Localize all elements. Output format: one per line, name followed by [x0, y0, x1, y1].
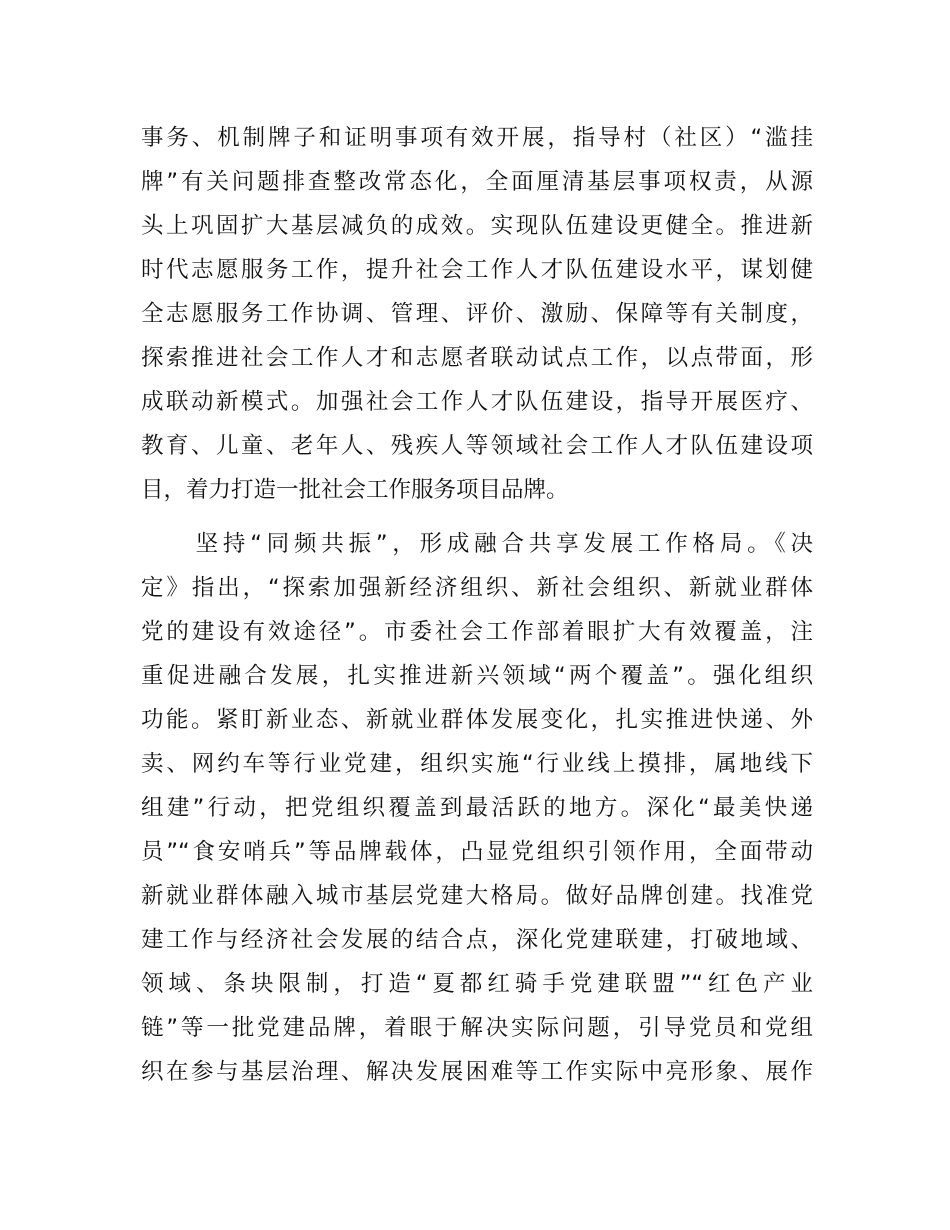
paragraph-1	[141, 116, 813, 512]
text-line: 教育、儿童、老年人、残疾人等领域社会工作人才队伍建设项	[141, 433, 813, 459]
text-line: 目，着力打造一批社会工作服务项目品牌。	[141, 477, 569, 503]
text-line: 坚持“同频共振”，形成融合共享发展工作格局。《决	[141, 531, 813, 557]
text-line: 牌”有关问题排查整改常态化，全面厘清基层事项权责，从源	[141, 169, 813, 195]
text-line: 全志愿服务工作协调、管理、评价、激励、保障等有关制度，	[141, 301, 813, 327]
text-line: 链”等一批党建品牌，着眼于解决实际问题，引导党员和党组	[141, 1015, 813, 1041]
text-line: 新就业群体融入城市基层党建大格局。做好品牌创建。找准党	[141, 883, 813, 909]
text-line: 织在参与基层治理、解决发展困难等工作实际中亮形象、展作	[141, 1059, 813, 1085]
paragraph-gap	[141, 512, 813, 522]
text-line: 时代志愿服务工作，提升社会工作人才队伍建设水平，谋划健	[141, 257, 813, 283]
text-line: 员”“食安哨兵”等品牌载体，凸显党组织引领作用，全面带动	[141, 839, 813, 865]
text-line: 重促进融合发展，扎实推进新兴领域“两个覆盖”。强化组织	[141, 663, 813, 689]
text-line: 组建”行动，把党组织覆盖到最活跃的地方。深化“最美快递	[141, 795, 813, 821]
text-line: 卖、网约车等行业党建，组织实施“行业线上摸排，属地线下	[141, 751, 813, 777]
text-line: 探索推进社会工作人才和志愿者联动试点工作，以点带面，形	[141, 345, 813, 371]
text-line: 功能。紧盯新业态、新就业群体发展变化，扎实推进快递、外	[141, 707, 813, 733]
text-line: 领域、条块限制，打造“夏都红骑手党建联盟”“红色产业	[141, 971, 813, 997]
text-line: 事务、机制牌子和证明事项有效开展，指导村（社区）“滥挂	[141, 125, 813, 151]
text-line: 头上巩固扩大基层减负的成效。实现队伍建设更健全。推进新	[141, 213, 813, 239]
text-line: 建工作与经济社会发展的结合点，深化党建联建，打破地域、	[141, 927, 813, 953]
text-line: 党的建设有效途径”。市委社会工作部着眼扩大有效覆盖，注	[141, 619, 813, 645]
text-line: 成联动新模式。加强社会工作人才队伍建设，指导开展医疗、	[141, 389, 813, 415]
paragraph-2	[141, 522, 813, 1094]
text-line: 定》指出，“探索加强新经济组织、新社会组织、新就业群体	[141, 575, 813, 601]
body-text	[141, 116, 813, 1094]
